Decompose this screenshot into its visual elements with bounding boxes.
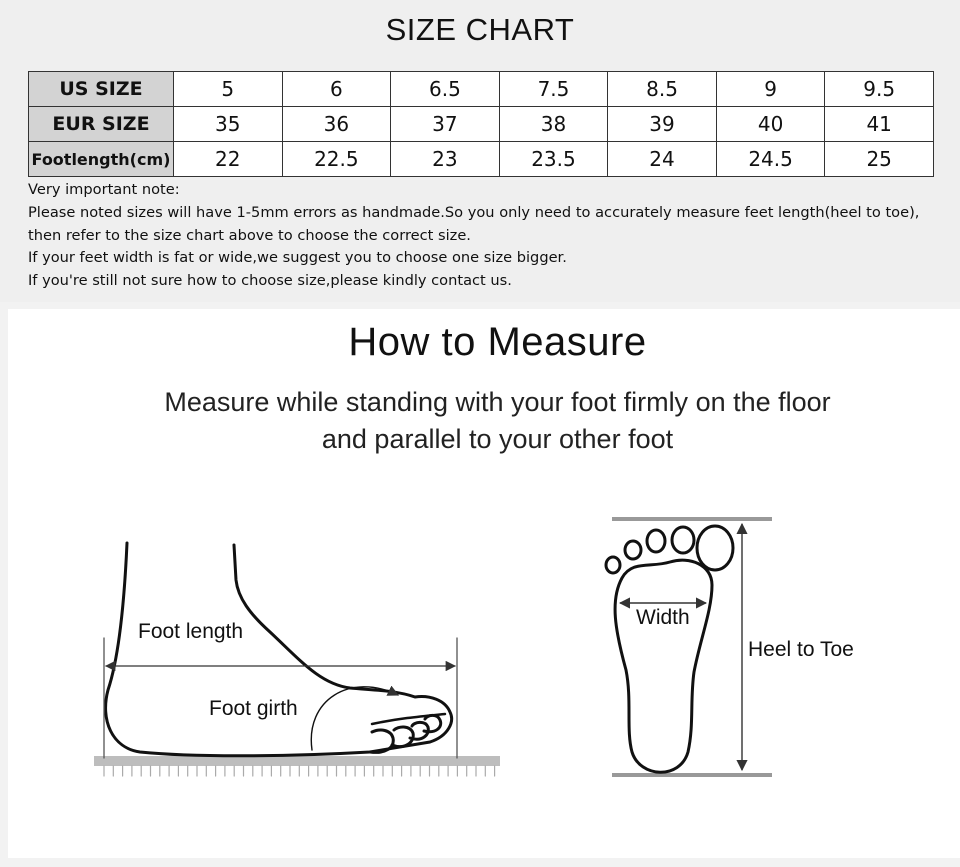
size-cell: 24 — [608, 142, 717, 177]
size-cell: 6 — [282, 72, 391, 107]
side-foot-diagram-icon — [94, 543, 500, 776]
size-cell: 41 — [825, 107, 934, 142]
size-cell: 37 — [391, 107, 500, 142]
size-cell: 35 — [174, 107, 283, 142]
size-chart-title: SIZE CHART — [385, 12, 575, 47]
size-cell: 23.5 — [499, 142, 608, 177]
size-cell: 40 — [716, 107, 825, 142]
size-cell: 8.5 — [608, 72, 717, 107]
note-line: If your feet width is fat or wide,we suggest you to choose one size bigger. — [28, 249, 567, 267]
foot-girth-label: Foot girth — [209, 697, 298, 720]
row-header: EUR SIZE — [29, 107, 174, 142]
size-cell: 36 — [282, 107, 391, 142]
size-cell: 22 — [174, 142, 283, 177]
size-cell: 9 — [716, 72, 825, 107]
size-cell: 38 — [499, 107, 608, 142]
size-cell: 25 — [825, 142, 934, 177]
size-cell: 5 — [174, 72, 283, 107]
size-cell: 9.5 — [825, 72, 934, 107]
row-header: US SIZE — [29, 72, 174, 107]
size-cell: 39 — [608, 107, 717, 142]
row-header: Footlength(cm) — [29, 142, 174, 177]
measure-subtitle-line1: Measure while standing with your foot firmly on the floor — [164, 387, 831, 417]
note-line: If you're still not sure how to choose size,please kindly contact us. — [28, 272, 512, 290]
size-cell: 22.5 — [282, 142, 391, 177]
note-line: Very important note: — [28, 181, 180, 198]
measure-subtitle-line2: and parallel to your other foot — [321, 424, 674, 454]
note-line: Please noted sizes will have 1-5mm errors as handmade.So you only need to accurately measure feet length(heel to toe), — [28, 203, 920, 221]
measure-title: How to Measure — [348, 320, 647, 364]
width-label: Width — [636, 606, 690, 629]
size-cell: 24.5 — [716, 142, 825, 177]
foot-length-label: Foot length — [138, 620, 244, 643]
heel-to-toe-label: Heel to Toe — [748, 638, 854, 661]
floor-ticks — [104, 766, 495, 776]
floor-strip — [94, 756, 500, 766]
size-cell: 6.5 — [391, 72, 500, 107]
size-cell: 7.5 — [499, 72, 608, 107]
size-cell: 23 — [391, 142, 500, 177]
note-line: then refer to the size chart above to choose the correct size. — [28, 226, 471, 244]
